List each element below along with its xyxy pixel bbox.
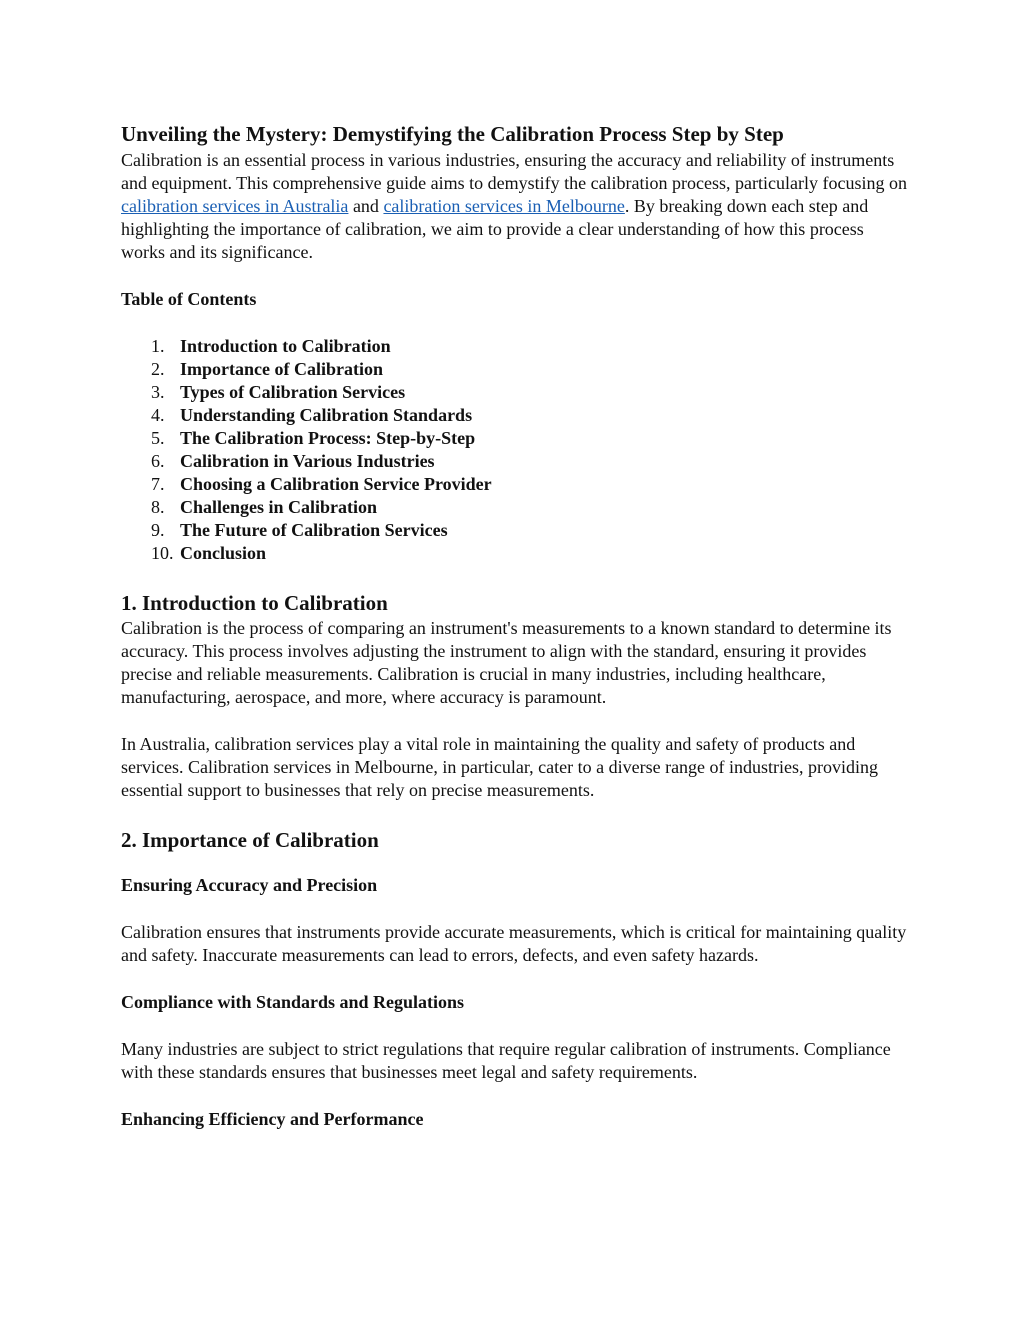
toc-number: 6.: [151, 451, 165, 471]
toc-item: [121, 404, 911, 427]
toc-label: Understanding Calibration Standards: [180, 405, 473, 425]
toc-label: Calibration in Various Industries: [180, 451, 435, 471]
toc-label: Challenges in Calibration: [180, 497, 378, 517]
toc-label: Introduction to Calibration: [180, 336, 391, 356]
intro-paragraph: [121, 149, 911, 264]
toc-item: [121, 335, 911, 358]
subheading-accuracy: Ensuring Accuracy and Precision: [121, 875, 378, 895]
compliance-paragraph: Many industries are subject to strict regulations that require regular calibration of instruments. Compliance with these standards ensures that businesses meet legal and safety requirements.: [121, 1039, 891, 1082]
section1-paragraph-1: Calibration is the process of comparing an instrument's measurements to a known standard to determine its accuracy. This process involves adjusting the instrument to align with the standard, ensuring it provides precise and reliable measurements. Calibration is crucial in many industries, including healthcare, manufacturing, aerospace, and more, where accuracy is paramount.: [121, 618, 892, 707]
toc-number: 5.: [151, 428, 165, 448]
toc-number: 1.: [151, 336, 165, 356]
toc-label: Importance of Calibration: [180, 359, 383, 379]
toc-label: Types of Calibration Services: [180, 382, 406, 402]
toc-item: [121, 358, 911, 381]
section1-paragraph-2: In Australia, calibration services play a vital role in maintaining the quality and safety of products and services. Calibration services in Melbourne, in particular, cater to a diverse range of industries, providing essential support to businesses that rely on precise measurements.: [121, 734, 879, 800]
toc-label: The Future of Calibration Services: [180, 520, 448, 540]
accuracy-paragraph: Calibration ensures that instruments provide accurate measurements, which is critical for maintaining quality and safety. Inaccurate measurements can lead to errors, defects, and even safety hazards.: [121, 922, 907, 965]
toc-number: 3.: [151, 382, 165, 402]
toc-item: [121, 427, 911, 450]
toc-item: [121, 542, 911, 565]
section-heading-importance: 2. Importance of Calibration: [121, 828, 379, 852]
toc-item: [121, 519, 911, 542]
link-calibration-melbourne[interactable]: calibration services in Melbourne: [383, 196, 625, 216]
toc-number: 7.: [151, 474, 165, 494]
table-of-contents: [121, 335, 911, 565]
intro-text-3: . By breaking down each step and highlighting the importance of calibration, we aim to provide a clear understanding of how this process works and its significance.: [121, 196, 869, 262]
toc-item: [121, 496, 911, 519]
toc-number: 4.: [151, 405, 165, 425]
toc-label: Choosing a Calibration Service Provider: [180, 474, 492, 494]
toc-label: Conclusion: [180, 543, 267, 563]
section-heading-introduction: 1. Introduction to Calibration: [121, 591, 388, 615]
subheading-compliance: Compliance with Standards and Regulations: [121, 992, 465, 1012]
page-title: Unveiling the Mystery: Demystifying the Calibration Process Step by Step: [121, 122, 784, 146]
toc-item: [121, 381, 911, 404]
toc-number: 9.: [151, 520, 165, 540]
subheading-efficiency: Enhancing Efficiency and Performance: [121, 1109, 424, 1129]
intro-text-2: and: [348, 196, 384, 216]
toc-label: The Calibration Process: Step-by-Step: [180, 428, 476, 448]
link-calibration-australia[interactable]: calibration services in Australia: [121, 196, 349, 216]
toc-number: 8.: [151, 497, 165, 517]
document-page: [121, 119, 911, 1131]
toc-number: 2.: [151, 359, 165, 379]
intro-text-1: Calibration is an essential process in various industries, ensuring the accuracy and reliability of instruments and equipment. This comprehensive guide aims to demystify the calibration process, particularly focusing on: [121, 150, 907, 193]
toc-number: 10.: [151, 543, 174, 563]
toc-item: [121, 450, 911, 473]
toc-item: [121, 473, 911, 496]
toc-heading: Table of Contents: [121, 289, 257, 309]
